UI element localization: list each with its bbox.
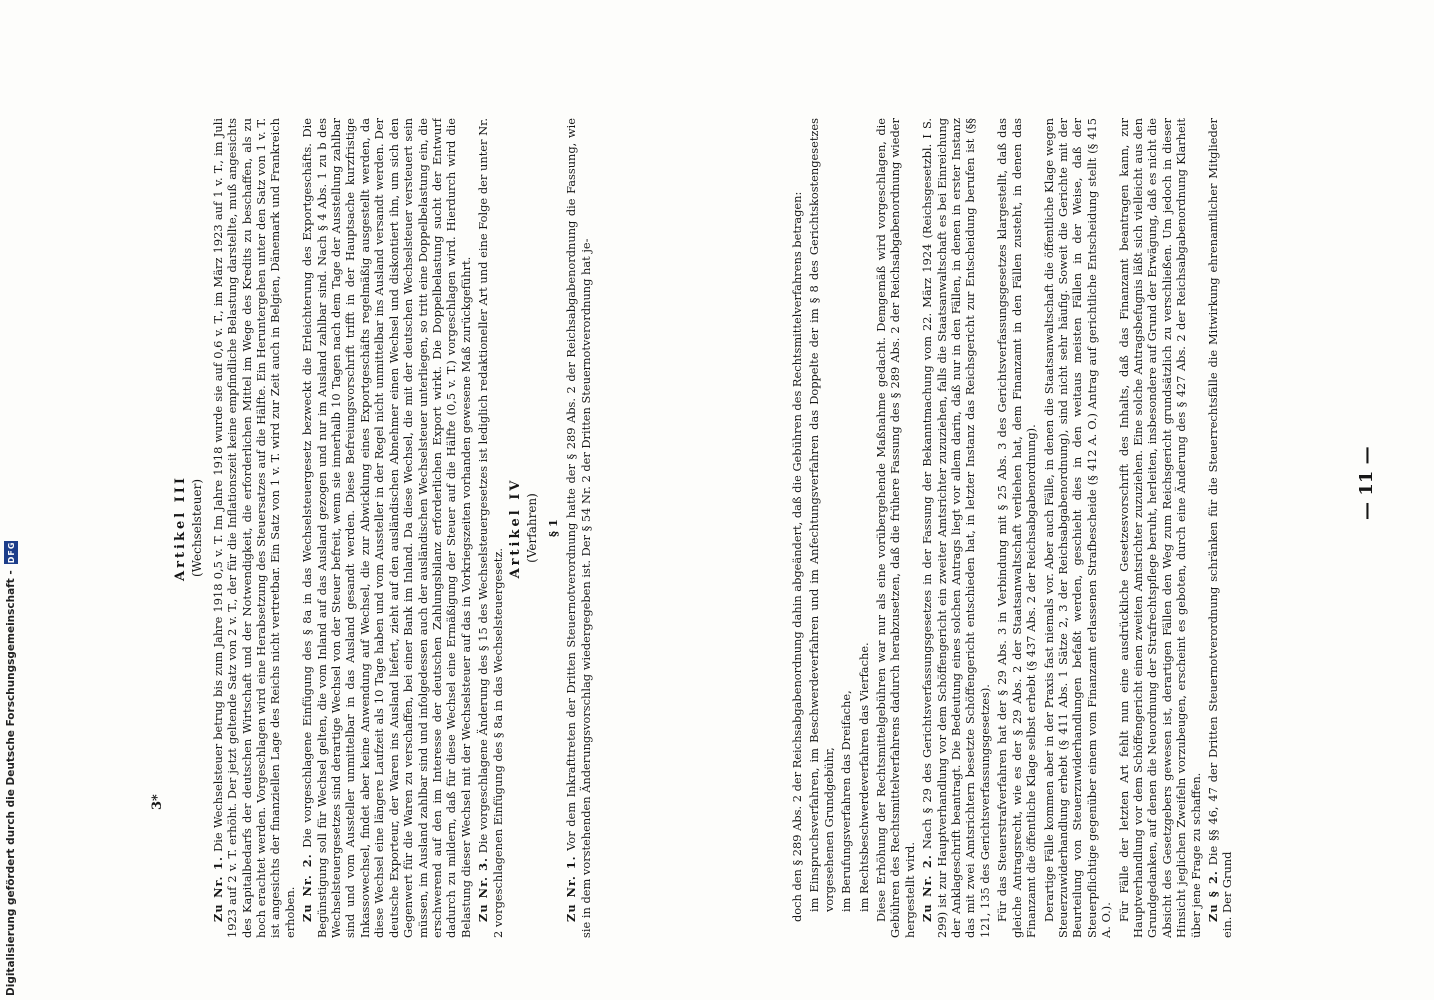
paragraph-lead: Zu Nr. 1. (210, 856, 225, 922)
text-column-left (170, 118, 760, 938)
paragraph-text: Vor dem Inkrafttreten der Dritten Steuernotverordnung hatte der § 289 Abs. 2 der Reichsabgabenordnung die Fassung, wie sie in dem vorstehenden Änderungsvorschlag wiedergegeben ist. Der § 54 Nr. 2 der Dritten Steuernotverordnung hat je- (564, 118, 593, 938)
list-item: im Einspruchsverfahren, im Beschwerdeverfahren und im Anfechtungsverfahren das Doppelte der im § 8 des Gerichtskostengesetzes vorgesehenen Grundgebühr, (807, 118, 836, 912)
text-column-right (790, 118, 1380, 938)
signature-mark: 3* (150, 794, 165, 810)
list-item: im Rechtsbeschwerdeverfahren das Vierfache. (856, 642, 871, 912)
article-subheading-iv: (Verfahren) (525, 493, 540, 563)
paragraph (300, 118, 473, 938)
paragraph-text: Nach § 29 des Gerichtsverfassungsgesetzes in der Fassung der Bekanntmachung vom 22. März 1924 (Reichsgesetzbl. I S. 299) ist zur Hauptverhandlung vor dem Schöffengericht ein zweiter Amtsrichter zuzuziehen, falls die Staatsanwaltschaft es bei Einreichung der Anklageschrift beantragt. Die Bedeutung eines solchen Antrags liegt vor allem darin, daß nur in den Fällen, in denen in erster Instanz das mit zwei Amtsrichtern besetzte Schöffengericht entschieden hat, in letzter Instanz das Reichsgericht zur Entscheidung berufen ist (§§ 121, 135 des Gerichtsverfassungsgesetzes). (920, 118, 992, 938)
paragraph: Derartige Fälle kommen aber in der Praxis fast niemals vor. Aber auch Fälle, in denen die Staatsanwaltschaft die öffentliche Klage wegen Steuerzuwiderhandlung erhebt (§ 411 Abs. 1 Sätze 2, 3 der Reichsabgabenordnung), sind nicht sehr häufig. Soweit die Gerichte mit der Beurteilung von Steuerzuwiderhandlungen befaßt werden, geschieht dies in den weitaus meisten Fällen in der Weise, daß der Steuerpflichtige gegenüber einem vom Finanzamt erlassenen Strafbescheide (§ 412 A. O.) Antrag auf gerichtliche Entscheidung stellt (§ 415 A. O.). (1041, 118, 1114, 938)
paragraph: Diese Erhöhung der Rechtsmittelgebühren war nur als eine vorübergehende Maßnahme gedacht. Demgemäß wird vorgeschlagen, die Gebühren des Rechtsmittelverfahrens dadurch herabzusetzen, daß die frühere Fassung des § 289 Abs. 2 der Reichsabgabenordnung wieder hergestellt wird. (874, 118, 917, 938)
credit-text: Digitalisierung gefördert durch die Deutsche Forschungsgemeinschaft - (5, 570, 17, 996)
paragraph: Für Fälle der letzten Art fehlt nun eine ausdrückliche Gesetzesvorschrift des Inhalts, daß das Finanzamt beantragen kann, zur Hauptverhandlung vor dem Schöffengericht einen zweiten Amtsrichter zuzuziehen. Eine solche Antragsbefugnis läßt sich vielleicht aus den Grundgedanken, auf denen die Neuordnung der Strafrechtspflege beruht, herleiten, insbesondere auf Grund der Erwägung, daß es nicht die Absicht des Gesetzgebers gewesen ist, derartigen Fällen den Weg zum Reichsgericht grundsätzlich zu verschließen. Um jedoch in dieser Hinsicht jeglichen Zweifeln vorzubeugen, erscheint es geboten, durch eine Änderung des § 427 Abs. 2 der Reichsabgabenordnung Klarheit über jene Frage zu schaffen. (1116, 118, 1203, 938)
article-heading-iv: Artikel IV (507, 477, 523, 579)
article-subheading-iii: (Wechselsteuer) (190, 479, 205, 578)
paragraph (211, 118, 297, 938)
paragraph-lead: Zu Nr. 2. (920, 854, 935, 922)
paragraph: doch den § 289 Abs. 2 der Reichsabgabenordnung dahin abgeändert, daß die Gebühren des Rechtsmittelverfahrens betragen: (790, 191, 804, 922)
paragraph-text: Die vorgeschlagene Einfügung des § 8a in das Wechselsteuergesetz bezweckt die Erleichterung des Exportgeschäfts. Die Begünstigung soll für Wechsel gelten, die vom Inland auf das Ausland gezogen und nur im Ausland zahlbar sind. Nach § 4 Abs. 1 zu b des Wechselsteuergesetzes sind derartige Wechsel von der Steuer befreit, wenn sie innerhalb 10 Tagen nach dem Tage der Ausstellung zahlbar sind und vom Aussteller unmittelbar in das Ausland gesandt werden. Diese Befreiungsvorschrift trifft in der Hauptsache kurzfristige Inkassowechsel, findet aber keine Anwendung auf Wechsel, die zur Abwicklung eines Exportgeschäfts regelmäßig ausgestellt werden, da diese Wechsel eine längere Laufzeit als 10 Tage haben und vom Aussteller in der Regel nicht unmittelbar ins Ausland versandt werden. Der deutsche Exporteur, der Waren ins Ausland liefert, zieht auf den ausländischen Abnehmer einen Wechsel und diskontiert ihn, um sich den Gegenwert für die Waren zu verschaffen, bei einer Bank im Inland. Da diese Wechsel, die mit der deutschen Wechselsteuer versteuert sein müssen, im Ausland zahlbar sind und infolgedessen auch der ausländischen Wechselsteuer unterliegen, so tritt eine Doppelbelastung ein, die erschwerend auf den im Interesse der deutschen Zahlungsbilanz erforderlichen Export wirkt. Die Doppelbelastung sucht der Entwurf dadurch zu mildern, daß für diese Wechsel eine Ermäßigung der Steuer auf die Hälfte (0,5 v. T.) vorgeschlagen wird. Hierdurch wird die Belastung dieser Wechsel mit der Wechselsteuer auf das in Vorkriegszeiten vorhanden gewesene Maß zurückgeführt. (300, 118, 473, 938)
article-heading-iii: Artikel III (173, 475, 188, 581)
page-number: — 11 — (1356, 446, 1377, 520)
paragraph (564, 118, 593, 938)
paragraph-lead: Zu Nr. 2. (300, 853, 315, 922)
paragraph: Für das Steuerstrafverfahren hat der § 29 Abs. 3 in Verbindung mit § 25 Abs. 3 des Gerichtsverfassungsgesetzes klargestellt, daß das gleiche Antragsrecht, wie es der § 29 Abs. 2 der Staatsanwaltschaft verliehen hat, dem Finanzamt in den Fällen zusteht, in denen das Finanzamt die öffentliche Klage selbst erhebt (§ 437 Abs. 2 der Reichsabgabenordnung). (995, 118, 1039, 938)
paragraph-lead: Zu Nr. 3. (476, 857, 491, 922)
paragraph-text: Die vorgeschlagene Änderung des § 15 des Wechselsteuergesetzes ist lediglich redaktioneller Art und eine Folge der unter Nr. 2 vorgeschlagenen Einfügung des § 8a in das Wechselsteuergesetz. (476, 118, 505, 938)
paragraph (1206, 118, 1235, 938)
paragraph (920, 118, 992, 938)
section-sign: § 1 (545, 519, 560, 537)
paragraph-text: Die §§ 46, 47 der Dritten Steuernotverordnung schränken für die Steuerrechtsfälle die Mitwirkung ehrenamtlicher Mitglieder ein. Der Grund (1205, 118, 1235, 938)
document-page (120, 70, 1400, 950)
list-item: im Berufungsverfahren das Dreifache, (839, 690, 854, 912)
paragraph (476, 118, 505, 938)
paragraph-lead: Zu § 2. (1205, 870, 1220, 922)
paragraph-text: Die Wechselsteuer betrug bis zum Jahre 1918 0,5 v. T. Im Jahre 1918 wurde sie auf 0,6 v. T., im März 1923 auf 1 v. T., im Juli 1923 auf 2 v. T. erhöht. Der jetzt geltende Satz von 2 v. T., der für die Inflationszeit keine empfindliche Belastung darstellte, muß angesichts des Kapitalbedarfs der deutschen Wirtschaft und der Notwendigkeit, die erforderlichen Mittel im Wege des Kredits zu beschaffen, als zu hoch erachtet werden. Vorgeschlagen wird eine Herabsetzung des Steuersatzes auf die Hälfte. Ein Heruntergehen unter den Satz von 1 v. T. ist angesichts der finanziellen Lage des Reichs nicht vertretbar. Ein Satz von 1 v. T. wird zur Zeit auch in Belgien, Dänemark und Frankreich erhoben. (210, 118, 297, 938)
dfg-logo: DFG (4, 541, 18, 565)
digitization-credit (4, 541, 18, 996)
paragraph-lead: Zu Nr. 1. (564, 855, 579, 922)
